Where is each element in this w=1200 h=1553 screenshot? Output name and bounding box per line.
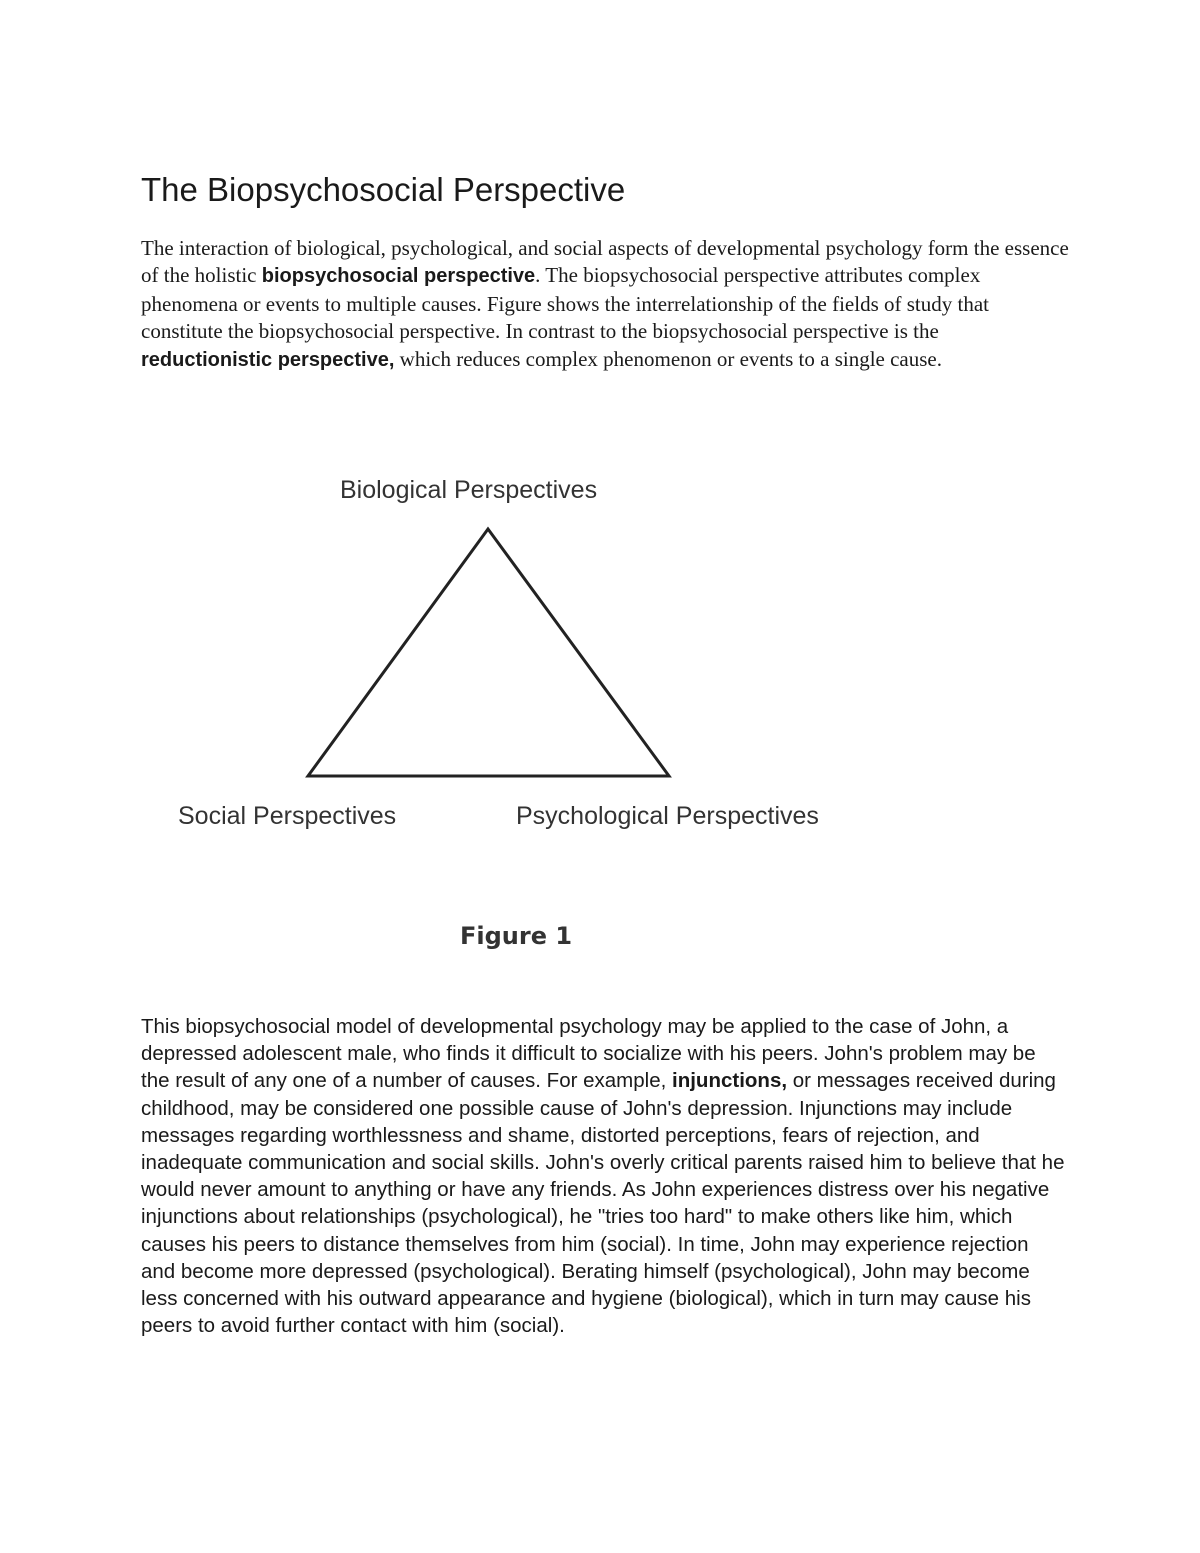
triangle-graphic — [160, 462, 920, 852]
intro-text-3: which reduces complex phenomenon or events to a single cause. — [394, 346, 943, 371]
figure-caption: Figure 1 — [460, 922, 573, 950]
page-title: The Biopsychosocial Perspective — [141, 171, 626, 208]
label-biological-perspectives: Biological Perspectives — [340, 476, 598, 504]
biopsychosocial-triangle-diagram — [160, 462, 920, 852]
label-psychological-perspectives: Psychological Perspectives — [516, 802, 819, 830]
body-text-2: or messages received during childhood, may be considered one possible cause of John's depression. Injunctions may include messages regarding worthlessness and shame, distorted perceptions, fears of rejection, and inadequate communication and social skills. John's overly critical parents raised him to believe that he would never amount to anything or have any friends. As John experiences distress over his negative injunctions about relationships (psychological), he "tries too hard" to make others like him, which causes his peers to distance themselves from him (social). In time, John may experience rejection and become more depressed (psychological). Berating himself (psychological), John may become less concerned with his outward appearance and hygiene (biological), which in turn may cause his peers to avoid further contact with him (social). — [141, 1069, 1065, 1338]
body-paragraph — [141, 1013, 1066, 1339]
term-injunctions: injunctions, — [672, 1069, 788, 1093]
term-biopsychosocial-perspective: biopsychosocial perspective — [261, 265, 536, 288]
intro-text-2: . The biopsychosocial perspective attributes complex phenomena or events to multiple causes. Figure shows the interrelationship of the fields of study that constitute the biopsychosocial perspective. In contrast to the biopsychosocial perspective is the — [141, 263, 989, 344]
body-text-1: This biopsychosocial model of developmental psychology may be applied to the case of John, a depressed adolescent male, who finds it difficult to socialize with his peers. John's problem may be the result of any one of a number of causes. For example, — [141, 1015, 1036, 1093]
label-social-perspectives: Social Perspectives — [178, 802, 397, 830]
intro-paragraph — [141, 235, 1071, 374]
intro-text-1: The interaction of biological, psychological, and social aspects of developmental psychology form the essence of the holistic — [141, 236, 1069, 288]
term-reductionistic-perspective: reductionistic perspective, — [141, 348, 395, 371]
triangle-shape — [308, 529, 669, 776]
